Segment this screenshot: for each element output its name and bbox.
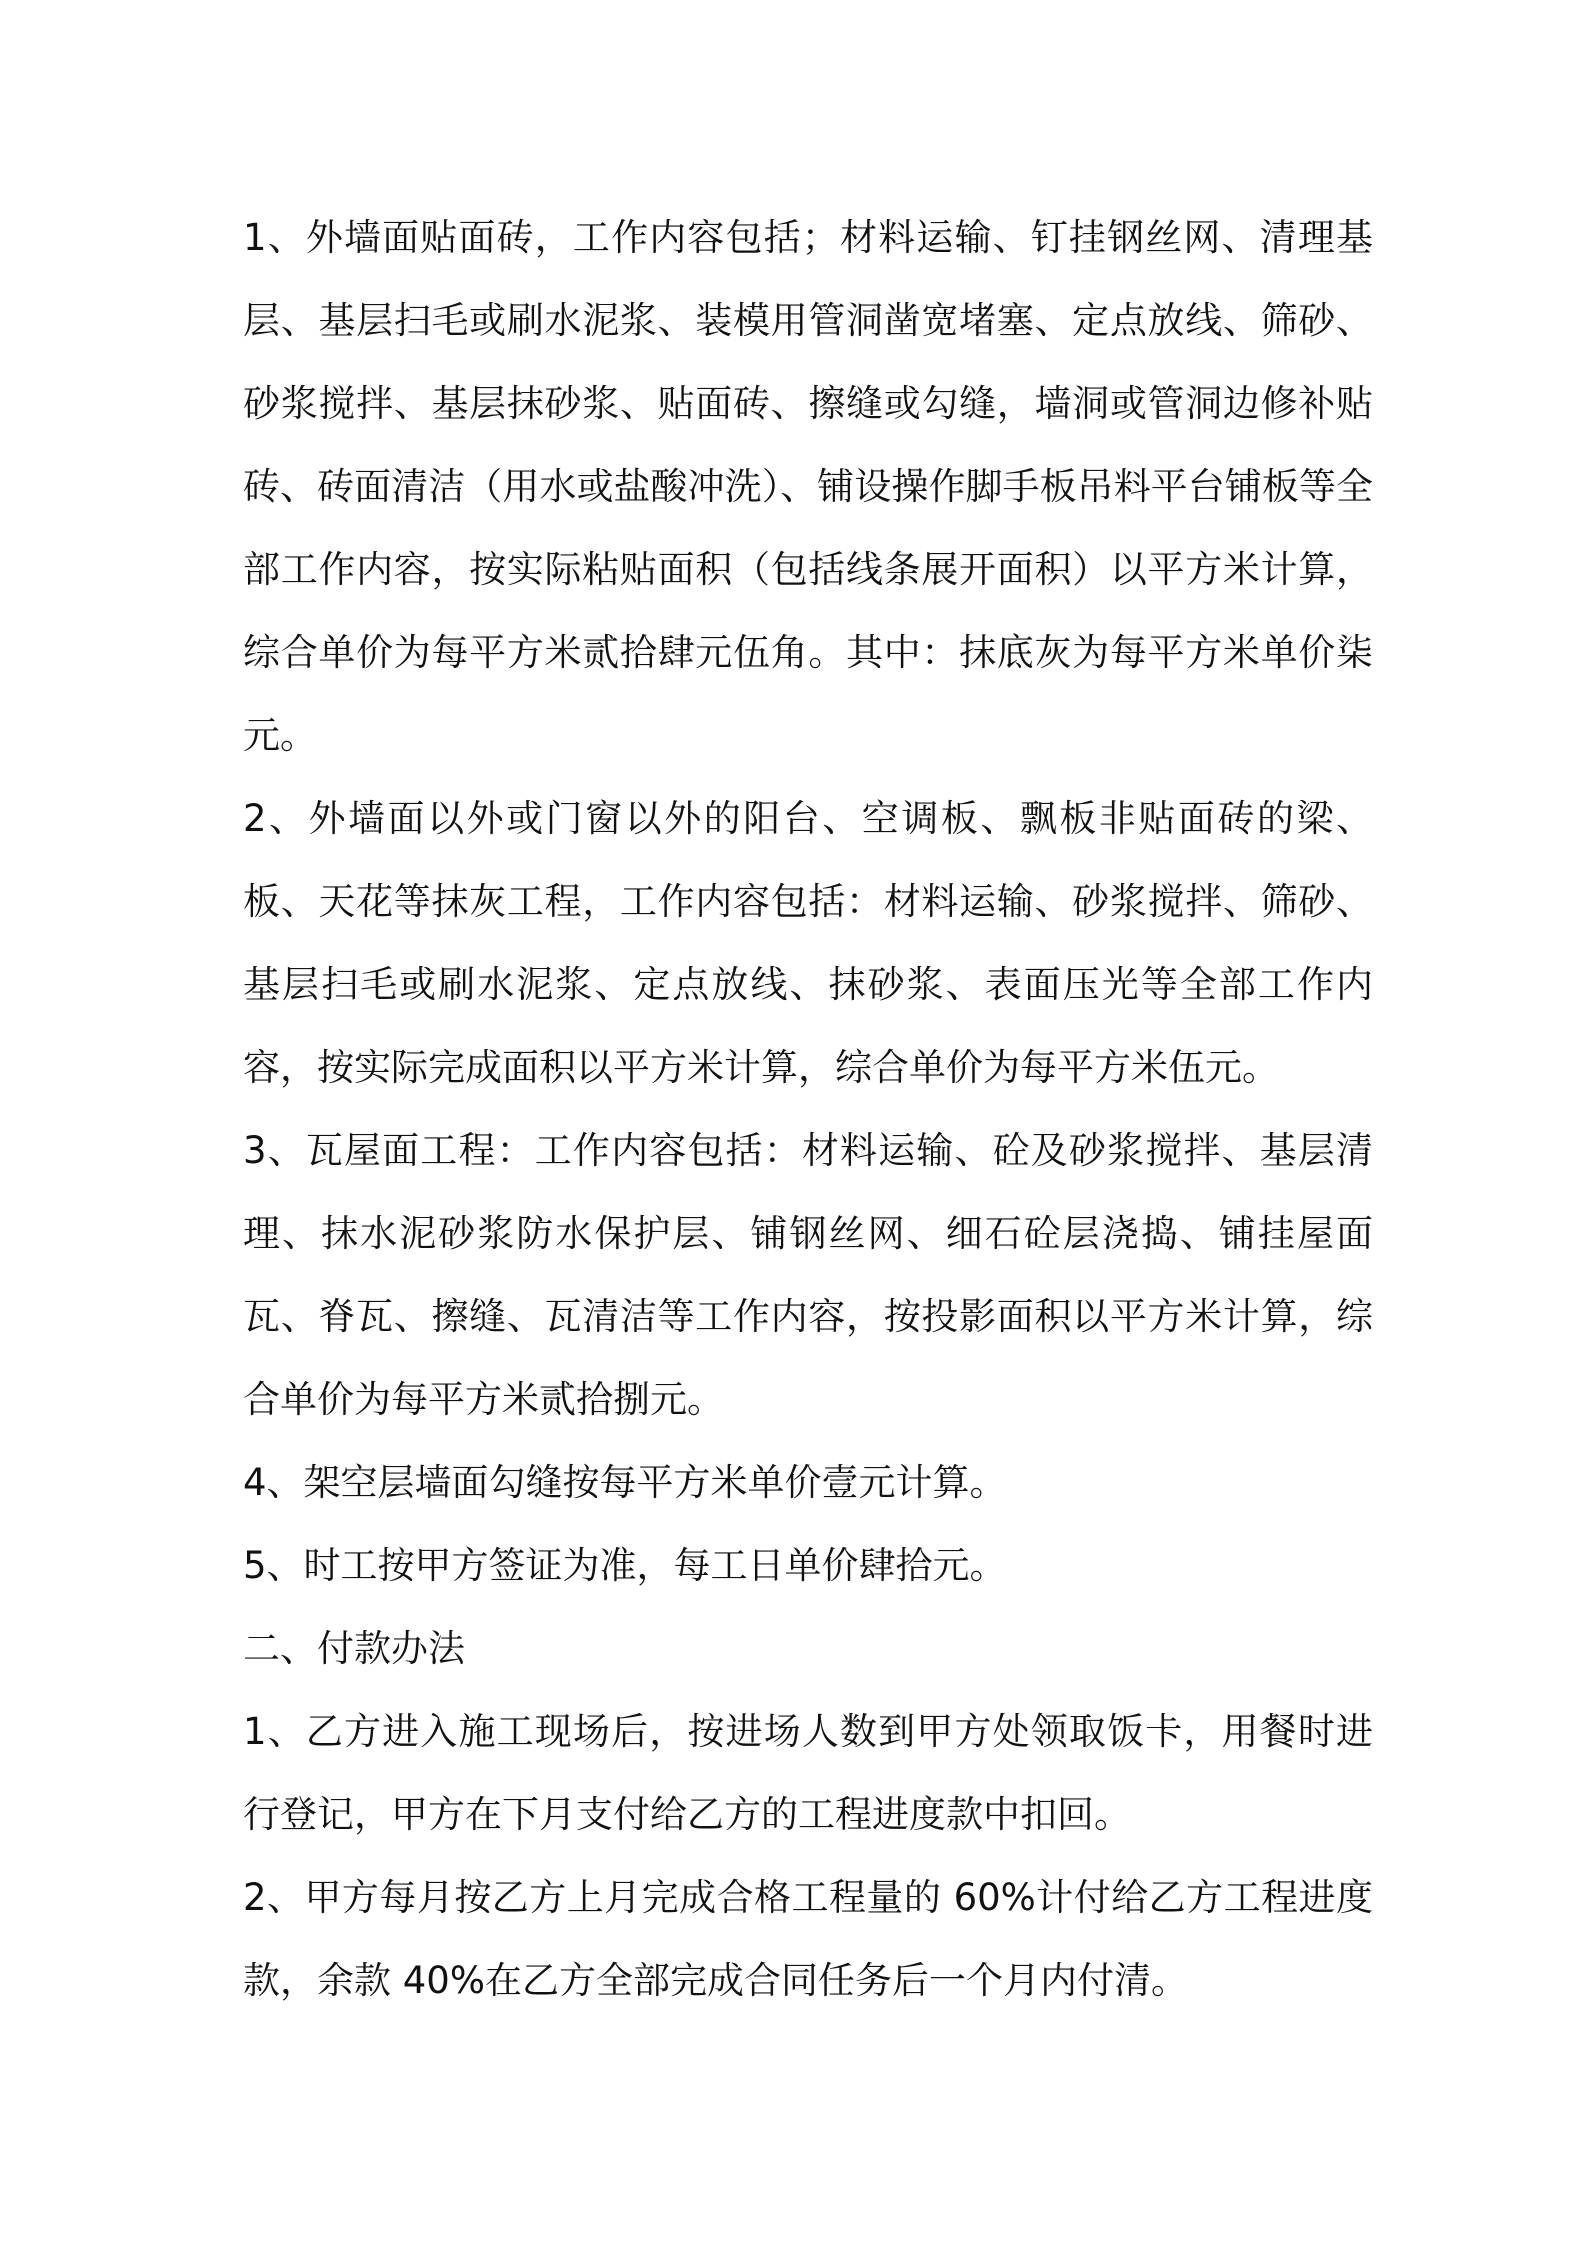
document-page: [243, 196, 1373, 2022]
paragraph-item-2-plastering: 2、外墙面以外或门窗以外的阳台、空调板、飘板非贴面砖的梁、板、天花等抹灰工程，工作内容包括：材料运输、砂浆搅拌、筛砂、基层扫毛或刷水泥浆、定点放线、抹砂浆、表面压光等全部工作内容，按实际完成面积以平方米计算，综合单价为每平方米伍元。: [243, 797, 1373, 1089]
section-heading-payment: 二、付款办法: [243, 1627, 465, 1670]
paragraph-item-4-pointing: 4、架空层墙面勾缝按每平方米单价壹元计算。: [243, 1461, 1007, 1504]
paragraph-item-1-exterior-wall-tiles: 1、外墙面贴面砖，工作内容包括；材料运输、钉挂钢丝网、清理基层、基层扫毛或刷水泥浆、装模用管洞凿宽堵塞、定点放线、筛砂、砂浆搅拌、基层抹砂浆、贴面砖、擦缝或勾缝，墙洞或管洞边修补贴砖、砖面清洁（用水或盐酸冲洗）、铺设操作脚手板吊料平台铺板等全部工作内容，按实际粘贴面积（包括线条展开面积）以平方米计算，综合单价为每平方米贰拾肆元伍角。其中：抹底灰为每平方米单价柒元。: [243, 216, 1373, 757]
paragraph-item-3-tile-roof: 3、瓦屋面工程：工作内容包括：材料运输、砼及砂浆搅拌、基层清理、抹水泥砂浆防水保护层、铺钢丝网、细石砼层浇捣、铺挂屋面瓦、脊瓦、擦缝、瓦清洁等工作内容，按投影面积以平方米计算，综合单价为每平方米贰拾捌元。: [243, 1129, 1373, 1421]
paragraph-item-5-hourly-work: 5、时工按甲方签证为准，每工日单价肆拾元。: [243, 1544, 1007, 1587]
paragraph-payment-2-progress-payment: 2、甲方每月按乙方上月完成合格工程量的 60%计付给乙方工程进度款，余款 40%在乙方全部完成合同任务后一个月内付清。: [243, 1876, 1373, 2002]
paragraph-payment-1-meal-card: 1、乙方进入施工现场后，按进场人数到甲方处领取饭卡，用餐时进行登记，甲方在下月支付给乙方的工程进度款中扣回。: [243, 1710, 1373, 1836]
